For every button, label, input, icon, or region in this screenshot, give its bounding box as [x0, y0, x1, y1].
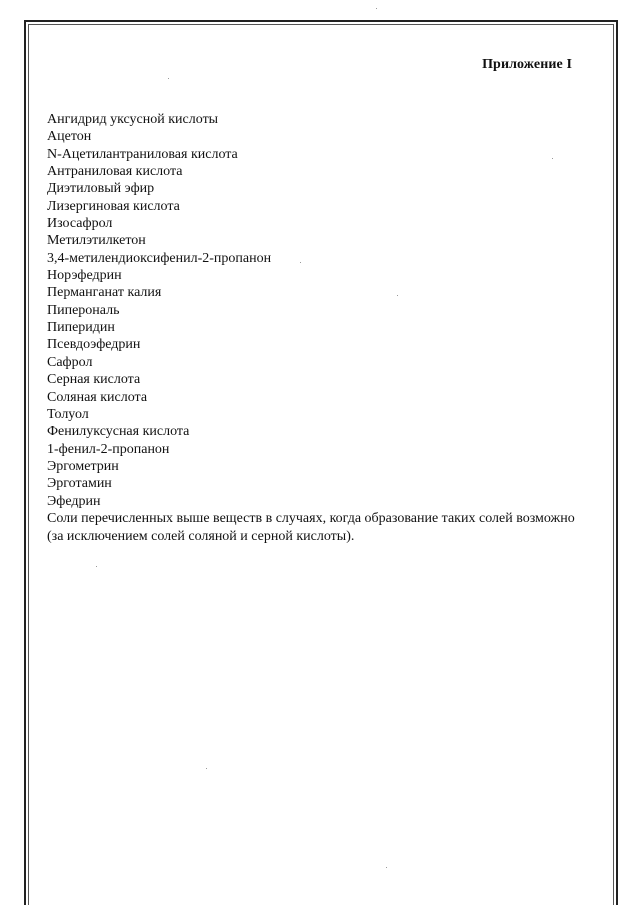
list-item: Лизергиновая кислота	[47, 198, 180, 214]
list-item: Соляная кислота	[47, 389, 148, 405]
list-item: Метилэтилкетон	[47, 233, 146, 249]
list-item: Пиперидин	[47, 320, 115, 336]
scan-speck	[300, 262, 301, 263]
appendix-title: Приложение I	[482, 57, 572, 72]
scan-speck	[397, 295, 398, 296]
list-item: Псевдоэфедрин	[47, 337, 141, 353]
list-item: N-Ацетилантраниловая кислота	[47, 146, 238, 162]
list-item: Эрготамин	[47, 476, 112, 492]
list-item: Норэфедрин	[47, 268, 122, 284]
list-item: Толуол	[47, 406, 89, 422]
list-item: Эфедрин	[47, 493, 101, 509]
list-item: Серная кислота	[47, 372, 141, 388]
list-item: Пиперональ	[47, 302, 120, 318]
scan-speck	[376, 8, 377, 9]
list-item: Сафрол	[47, 354, 93, 370]
scan-speck	[552, 158, 553, 159]
list-item: Ангидрид уксусной кислоты	[47, 112, 219, 127]
scan-speck	[206, 768, 207, 769]
list-item: 3,4-метилендиоксифенил-2-пропанон	[47, 250, 272, 266]
list-item: Фенилуксусная кислота	[47, 424, 190, 440]
list-item: Изосафрол	[47, 216, 113, 232]
list-item: Эргометрин	[47, 458, 119, 474]
substance-list	[47, 111, 271, 510]
list-item: 1-фенил-2-пропанон	[47, 441, 170, 457]
scan-speck	[168, 78, 169, 79]
list-item: Ацетон	[47, 129, 92, 145]
list-item: Диэтиловый эфир	[47, 181, 155, 197]
list-item: Перманганат калия	[47, 285, 162, 301]
list-item: Антраниловая кислота	[47, 164, 183, 180]
scan-speck	[96, 566, 97, 567]
scan-speck	[386, 867, 387, 868]
salts-note: Соли перечисленных выше веществ в случаях, когда образование таких солей возможно (за исключением солей соляной и серной кислоты).	[47, 511, 575, 544]
